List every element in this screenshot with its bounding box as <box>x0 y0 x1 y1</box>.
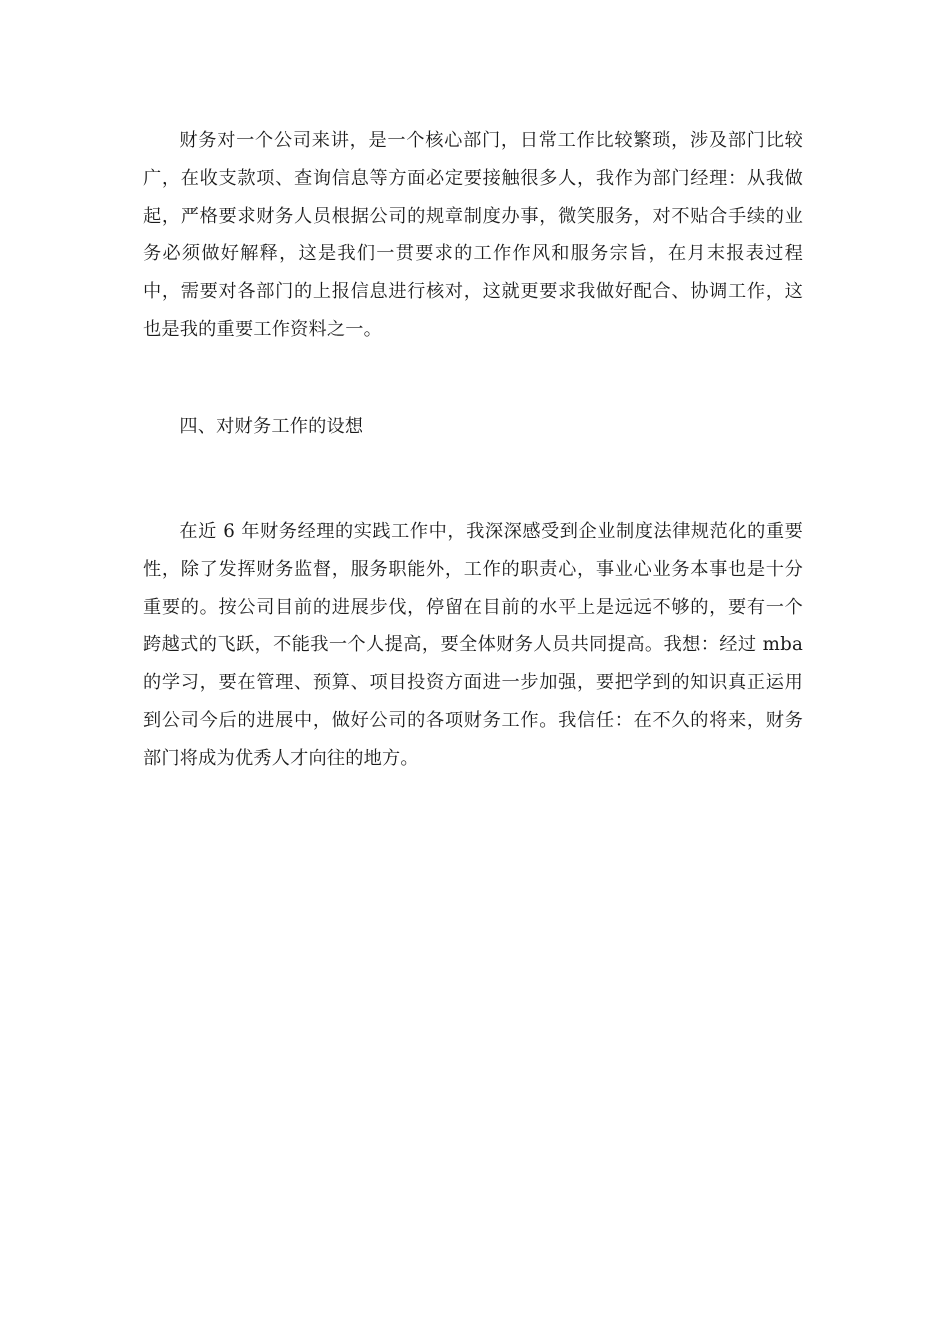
paragraph-finance-department-role: 财务对一个公司来讲，是一个核心部门，日常工作比较繁琐，涉及部门比较广，在收支款项、查询信息等方面必定要接触很多人，我作为部门经理：从我做起，严格要求财务人员根据公司的规章制度办事，微笑服务，对不贴合手续的业务必须做好解释，这是我们一贯要求的工作作风和服务宗旨，在月末报表过程中，需要对各部门的上报信息进行核对，这就更要求我做好配合、协调工作，这也是我的重要工作资料之一。 <box>143 130 803 340</box>
paragraph-finance-future-plans: 在近 6 年财务经理的实践工作中，我深深感受到企业制度法律规范化的重要性，除了发挥财务监督，服务职能外，工作的职责心，事业心业务本事也是十分重要的。按公司目前的进展步伐，停留在目前的水平上是远远不够的，要有一个跨越式的飞跃，不能我一个人提高，要全体财务人员共同提高。我想：经过 mba 的学习，要在管理、预算、项目投资方面进一步加强，要把学到的知识真正运用到公司今后的进展中，做好公司的各项财务工作。我信任：在不久的将来，财务部门将成为优秀人才向往的地方。 <box>143 521 803 769</box>
section-heading-finance-vision: 四、对财务工作的设想 <box>179 416 364 437</box>
